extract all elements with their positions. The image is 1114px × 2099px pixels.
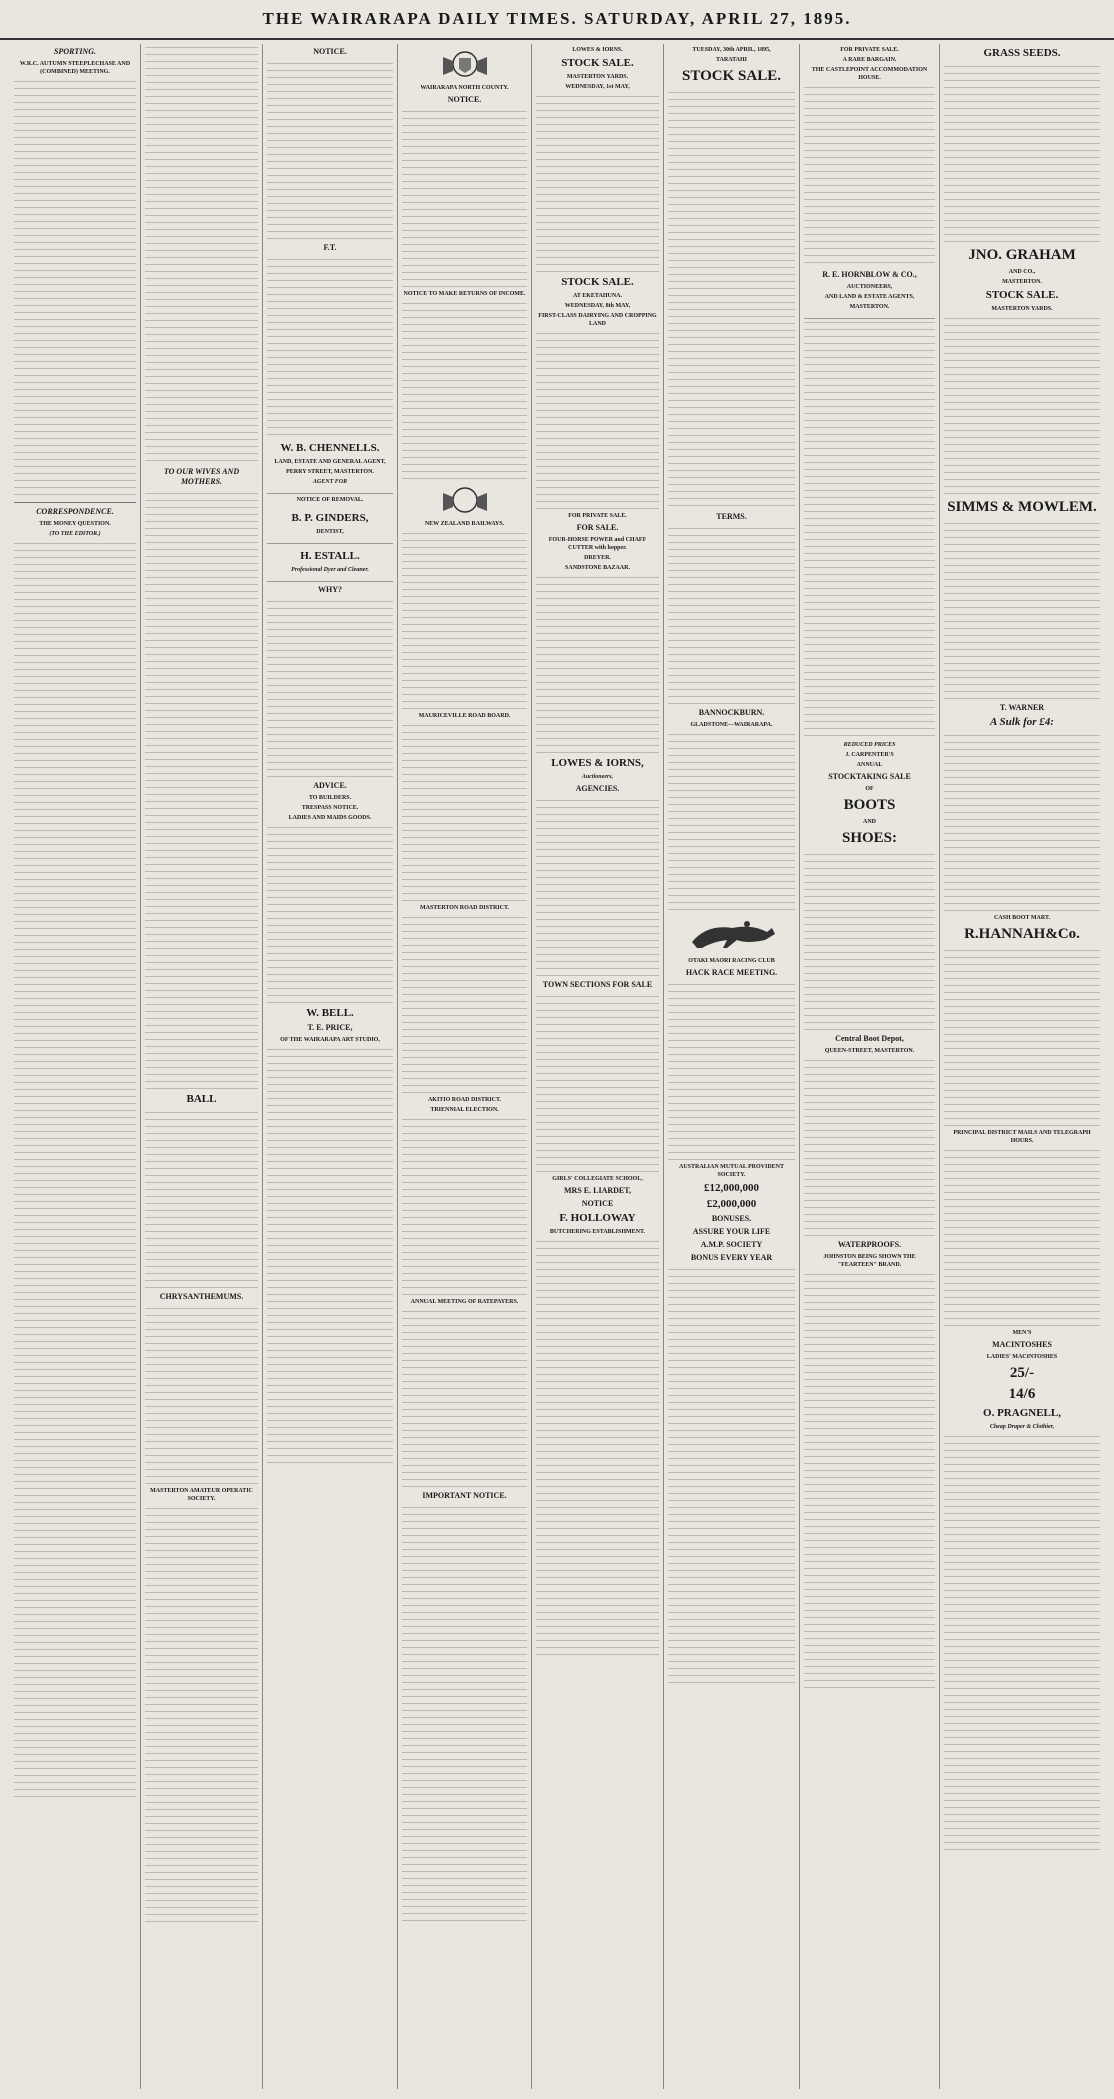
columns	[10, 44, 1104, 2089]
ad-chennells	[267, 436, 393, 494]
heading-otaki: OTAKI MAORI RACING CLUB	[688, 958, 775, 964]
heading-central-depot: Central Boot Depot,	[835, 1034, 904, 1043]
heading-railways: NEW ZEALAND RAILWAYS.	[424, 521, 505, 527]
heading-trespass: TRESPASS NOTICE.	[301, 805, 359, 811]
column-6	[663, 44, 799, 2089]
heading-and: AND	[863, 819, 876, 825]
heading-stock-sale-2: STOCK SALE.	[561, 276, 634, 288]
column-text	[267, 1046, 393, 1466]
heading-district-mails: PRINCIPAL DISTRICT MAILS AND TELEGRAPH HOURS.	[953, 1130, 1091, 1144]
heading-wrc: W.R.C. AUTUMN STEEPLECHASE AND (COMBINED) MEETING.	[19, 61, 131, 75]
column-text	[536, 993, 659, 1173]
heading-estall: H. ESTALL.	[300, 550, 360, 562]
heading-castlepoint: THE CASTLEPOINT ACCOMMODATION HOUSE.	[811, 67, 928, 81]
heading-macintosh: MACINTOSHES	[992, 1340, 1052, 1349]
heading-money-question: THE MONEY QUESTION.	[39, 521, 111, 527]
column-text	[402, 1504, 527, 1924]
heading-chrysanthemums: CHRYSANTHEMUMS.	[159, 1292, 244, 1301]
heading-shoes: SHOES:	[841, 830, 898, 846]
column-text	[14, 1380, 136, 1800]
heading-notice-5: NOTICE	[581, 1199, 614, 1208]
heading-johnston: JOHNSTON BEING SHOWN THE "FEARTEEN" BRAND.	[823, 1254, 916, 1268]
chennells-sub: LAND, ESTATE AND GENERAL AGENT,	[274, 459, 386, 465]
heading-butchering: BUTCHERING ESTABLISHMENT.	[549, 1229, 646, 1235]
heading-builders: TO BUILDERS.	[308, 795, 352, 801]
heading-bonus-every-year: BONUS EVERY YEAR	[690, 1253, 773, 1262]
column-text	[14, 960, 136, 1380]
heading-chennells: W. B. CHENNELLS.	[280, 442, 380, 454]
price-25: 25/-	[1009, 1365, 1035, 1381]
column-text	[267, 60, 393, 240]
heading-important-notice: IMPORTANT NOTICE.	[422, 1491, 507, 1500]
heading-bell: W. BELL.	[306, 1007, 354, 1019]
jno-sub: AND CO.,	[1008, 269, 1036, 275]
heading-opera: MASTERTON AMATEUR OPERATIC SOCIETY.	[150, 1488, 253, 1502]
heading-stock-sale-6: STOCK SALE.	[682, 68, 781, 84]
heading-mens: MEN'S	[1012, 1330, 1032, 1336]
heading-correspondence: CORRESPONDENCE.	[36, 507, 114, 516]
heading-auctioneers: Auctioneers,	[581, 774, 614, 780]
heading-advice: ADVICE.	[313, 781, 347, 790]
column-text	[944, 1147, 1100, 1327]
heading-yards-8: MASTERTON YARDS.	[991, 306, 1053, 312]
column-text	[145, 490, 258, 910]
heading-hack-race: HACK RACE MEETING.	[685, 968, 778, 977]
heading-notice-removal: NOTICE OF REMOVAL.	[296, 497, 364, 503]
column-text	[145, 910, 258, 1090]
heading-why: WHY?	[318, 585, 342, 594]
column-text	[804, 84, 935, 264]
heading-to-editor: (TO THE EDITOR.)	[49, 531, 101, 537]
heading-our-wives: TO OUR WIVES AND MOTHERS.	[163, 467, 240, 486]
column-text	[145, 1305, 258, 1485]
column-text	[402, 530, 527, 710]
heading-taratahi: TARATAHI	[715, 57, 747, 63]
column-text	[668, 525, 795, 705]
column-text	[402, 300, 527, 480]
column-text	[145, 1109, 258, 1289]
hornblow-sub: AUCTIONEERS,	[846, 284, 893, 290]
column-text	[14, 78, 136, 498]
heading-grass-seeds: GRASS SEEDS.	[983, 47, 1061, 59]
heading-ft: F.T.	[323, 243, 337, 252]
heading-ladies: LADIES AND MAIDS GOODS.	[288, 815, 372, 821]
price-sub: OF THE WAIRARAPA ART STUDIO,	[280, 1037, 380, 1043]
column-text	[267, 598, 393, 778]
column-text	[944, 947, 1100, 1127]
heading-tuesday: TUESDAY, 30th APRIL, 1895,	[692, 47, 771, 53]
heading-agencies: AGENCIES.	[575, 784, 620, 793]
racehorse-icon	[677, 914, 787, 954]
column-text	[402, 108, 527, 288]
heading-private-sale: FOR PRIVATE SALE.	[568, 513, 627, 519]
column-1	[10, 44, 140, 2089]
column-text	[536, 330, 659, 510]
jno-masterton: MASTERTON.	[1002, 279, 1042, 285]
coat-of-arms-icon	[435, 47, 495, 81]
railways-crest-icon	[435, 483, 495, 517]
heading-bazaar: SANDSTONE BAZAAR.	[565, 565, 630, 571]
column-text	[536, 1238, 659, 1658]
column-text	[536, 574, 659, 754]
heading-ball: BALL	[186, 1093, 217, 1105]
heading-jno-graham: JNO. GRAHAM	[968, 247, 1076, 263]
heading-first-class: FIRST-CLASS DAIRYING AND CROPPING LAND	[538, 313, 657, 327]
heading-lowes-iorns: LOWES & IORNS,	[551, 757, 644, 769]
column-text	[804, 319, 935, 739]
heading-mauriceville: MAURICEVILLE ROAD BOARD.	[418, 713, 511, 719]
heading-queen-street: QUEEN-STREET, MASTERTON.	[824, 1048, 915, 1054]
heading-horse-power: FOUR-HORSE POWER and CHAFF CUTTER with hopper.	[548, 537, 647, 551]
heading-leadit: A Sulk for £4:	[990, 716, 1054, 728]
column-text	[944, 520, 1100, 700]
heading-returns-income: NOTICE TO MAKE RETURNS OF INCOME.	[403, 291, 526, 297]
column-text	[536, 797, 659, 977]
column-text	[536, 93, 659, 273]
column-text	[267, 256, 393, 436]
heading-waterproofs: WATERPROOFS.	[837, 1240, 902, 1249]
heading-liardet: MRS E. LIARDET,	[564, 1186, 631, 1195]
column-text	[804, 1057, 935, 1237]
heading-notice: NOTICE.	[447, 95, 482, 104]
heading-simms: SIMMS & MOWLEM.	[947, 499, 1097, 515]
heading-terms: TERMS.	[716, 512, 747, 521]
heading-girls-school: GIRLS' COLLEGIATE SCHOOL,	[552, 1176, 643, 1182]
column-2	[140, 44, 262, 2089]
ginders-dentist: DENTIST,	[316, 529, 344, 535]
heading-dreyer: DREYER.	[584, 555, 611, 561]
divider	[14, 502, 136, 503]
heading-reduced: REDUCED PRICES	[843, 742, 896, 748]
heading-stocktaking: STOCKTAKING SALE	[828, 772, 911, 781]
ad-ginders	[267, 506, 393, 544]
column-text	[402, 1116, 527, 1296]
ad-estall	[267, 544, 393, 582]
chennells-agent: AGENT FOR	[312, 479, 348, 485]
column-8	[939, 44, 1104, 2089]
column-3	[262, 44, 397, 2089]
heading-masterton-road: MASTERTON ROAD DISTRICT.	[419, 905, 510, 911]
heading-carpenters: J. CARPENTER'S	[845, 752, 894, 758]
estall-sub: Professional Dyer and Cleaner.	[291, 567, 369, 573]
column-text	[944, 63, 1100, 243]
heading-stock-sale-8: STOCK SALE.	[985, 289, 1059, 301]
heading-of: OF	[865, 786, 874, 792]
heading-wed-1: WEDNESDAY, 1st MAY,	[565, 84, 630, 90]
column-4	[397, 44, 531, 2089]
pragnell-sub: Cheap Draper & Clothier,	[989, 1424, 1055, 1430]
masthead: THE WAIRARAPA DAILY TIMES. SATURDAY, APRIL 27, 1895.	[0, 0, 1114, 40]
column-7	[799, 44, 939, 2089]
heading-bonuses: BONUSES.	[711, 1214, 752, 1223]
ad-hornblow	[804, 264, 935, 319]
heading-private-sale-7: FOR PRIVATE SALE.	[840, 47, 899, 53]
funds-twelve-million: £12,000,000	[704, 1182, 759, 1194]
heading-ginders: B. P. GINDERS,	[291, 512, 369, 524]
chennells-perry: PERRY STREET, MASTERTON.	[286, 469, 374, 475]
heading-akitio: AKITIO ROAD DISTRICT.	[427, 1097, 502, 1103]
column-text	[804, 1271, 935, 1691]
column-text	[668, 89, 795, 509]
heading-bannockburn: BANNOCKBURN.	[698, 708, 765, 717]
heading-hornblow: R. E. HORNBLOW & CO.,	[822, 270, 917, 279]
column-text	[944, 315, 1100, 495]
heading-yards: MASTERTON YARDS.	[566, 74, 629, 80]
heading-town-sections: TOWN SECTIONS FOR SALE	[542, 980, 653, 989]
column-text	[668, 981, 795, 1161]
heading-eketahuna: AT EKETAHUNA.	[572, 293, 622, 299]
heading-annual: ANNUAL	[856, 762, 883, 768]
heading-amp-short: A.M.P. SOCIETY	[700, 1240, 763, 1249]
heading-holloway: F. HOLLOWAY	[559, 1212, 636, 1224]
heading-for-sale: FOR SALE.	[576, 523, 619, 532]
column-text	[668, 1266, 795, 1686]
heading-wed-8: WEDNESDAY, 8th MAY,	[564, 303, 631, 309]
heading-gladstone: GLADSTONE—WAIRARAPA.	[690, 722, 773, 728]
heading-triennial: TRIENNIAL ELECTION.	[430, 1107, 499, 1113]
heading-warner: T. WARNER	[999, 703, 1045, 712]
heading-assure: ASSURE YOUR LIFE	[692, 1227, 771, 1236]
funds-two-million: £2,000,000	[706, 1198, 757, 1210]
column-text	[944, 1433, 1100, 1853]
heading-sporting: SPORTING.	[53, 47, 96, 56]
column-text	[145, 44, 258, 464]
heading-lowes: LOWES & IORNS.	[572, 47, 623, 53]
column-text	[14, 540, 136, 960]
heading-price: T. E. PRICE,	[307, 1023, 353, 1032]
heading-north-county: WAIRARAPA NORTH COUNTY.	[420, 85, 509, 91]
heading-pragnell: O. PRAGNELL,	[983, 1407, 1061, 1419]
heading-boots: BOOTS	[843, 797, 896, 813]
column-5	[531, 44, 663, 2089]
hannah-sub: CASH BOOT MART.	[993, 915, 1051, 921]
heading-annual-meeting: ANNUAL MEETING OF RATEPAYERS.	[410, 1299, 519, 1305]
column-text	[402, 722, 527, 902]
hornblow-masterton: MASTERTON.	[849, 304, 890, 310]
heading-amp: AUSTRALIAN MUTUAL PROVIDENT SOCIETY.	[678, 1164, 784, 1178]
price-14: 14/6	[1008, 1386, 1036, 1402]
heading-ladies-mac: LADIES' MACINTOSHES	[986, 1354, 1058, 1360]
column-text	[804, 851, 935, 1031]
heading-notice: NOTICE.	[313, 47, 347, 56]
column-text	[267, 824, 393, 1004]
column-text	[145, 1505, 258, 1925]
column-text	[668, 731, 795, 911]
heading-hannah: R.HANNAH&Co.	[964, 926, 1080, 942]
hornblow-land: AND LAND & ESTATE AGENTS,	[824, 294, 915, 300]
column-text	[944, 732, 1100, 912]
heading-bargain: A RARE BARGAIN.	[842, 57, 897, 63]
heading-stock-sale: STOCK SALE.	[561, 57, 634, 69]
column-text	[402, 914, 527, 1094]
column-text	[402, 1308, 527, 1488]
